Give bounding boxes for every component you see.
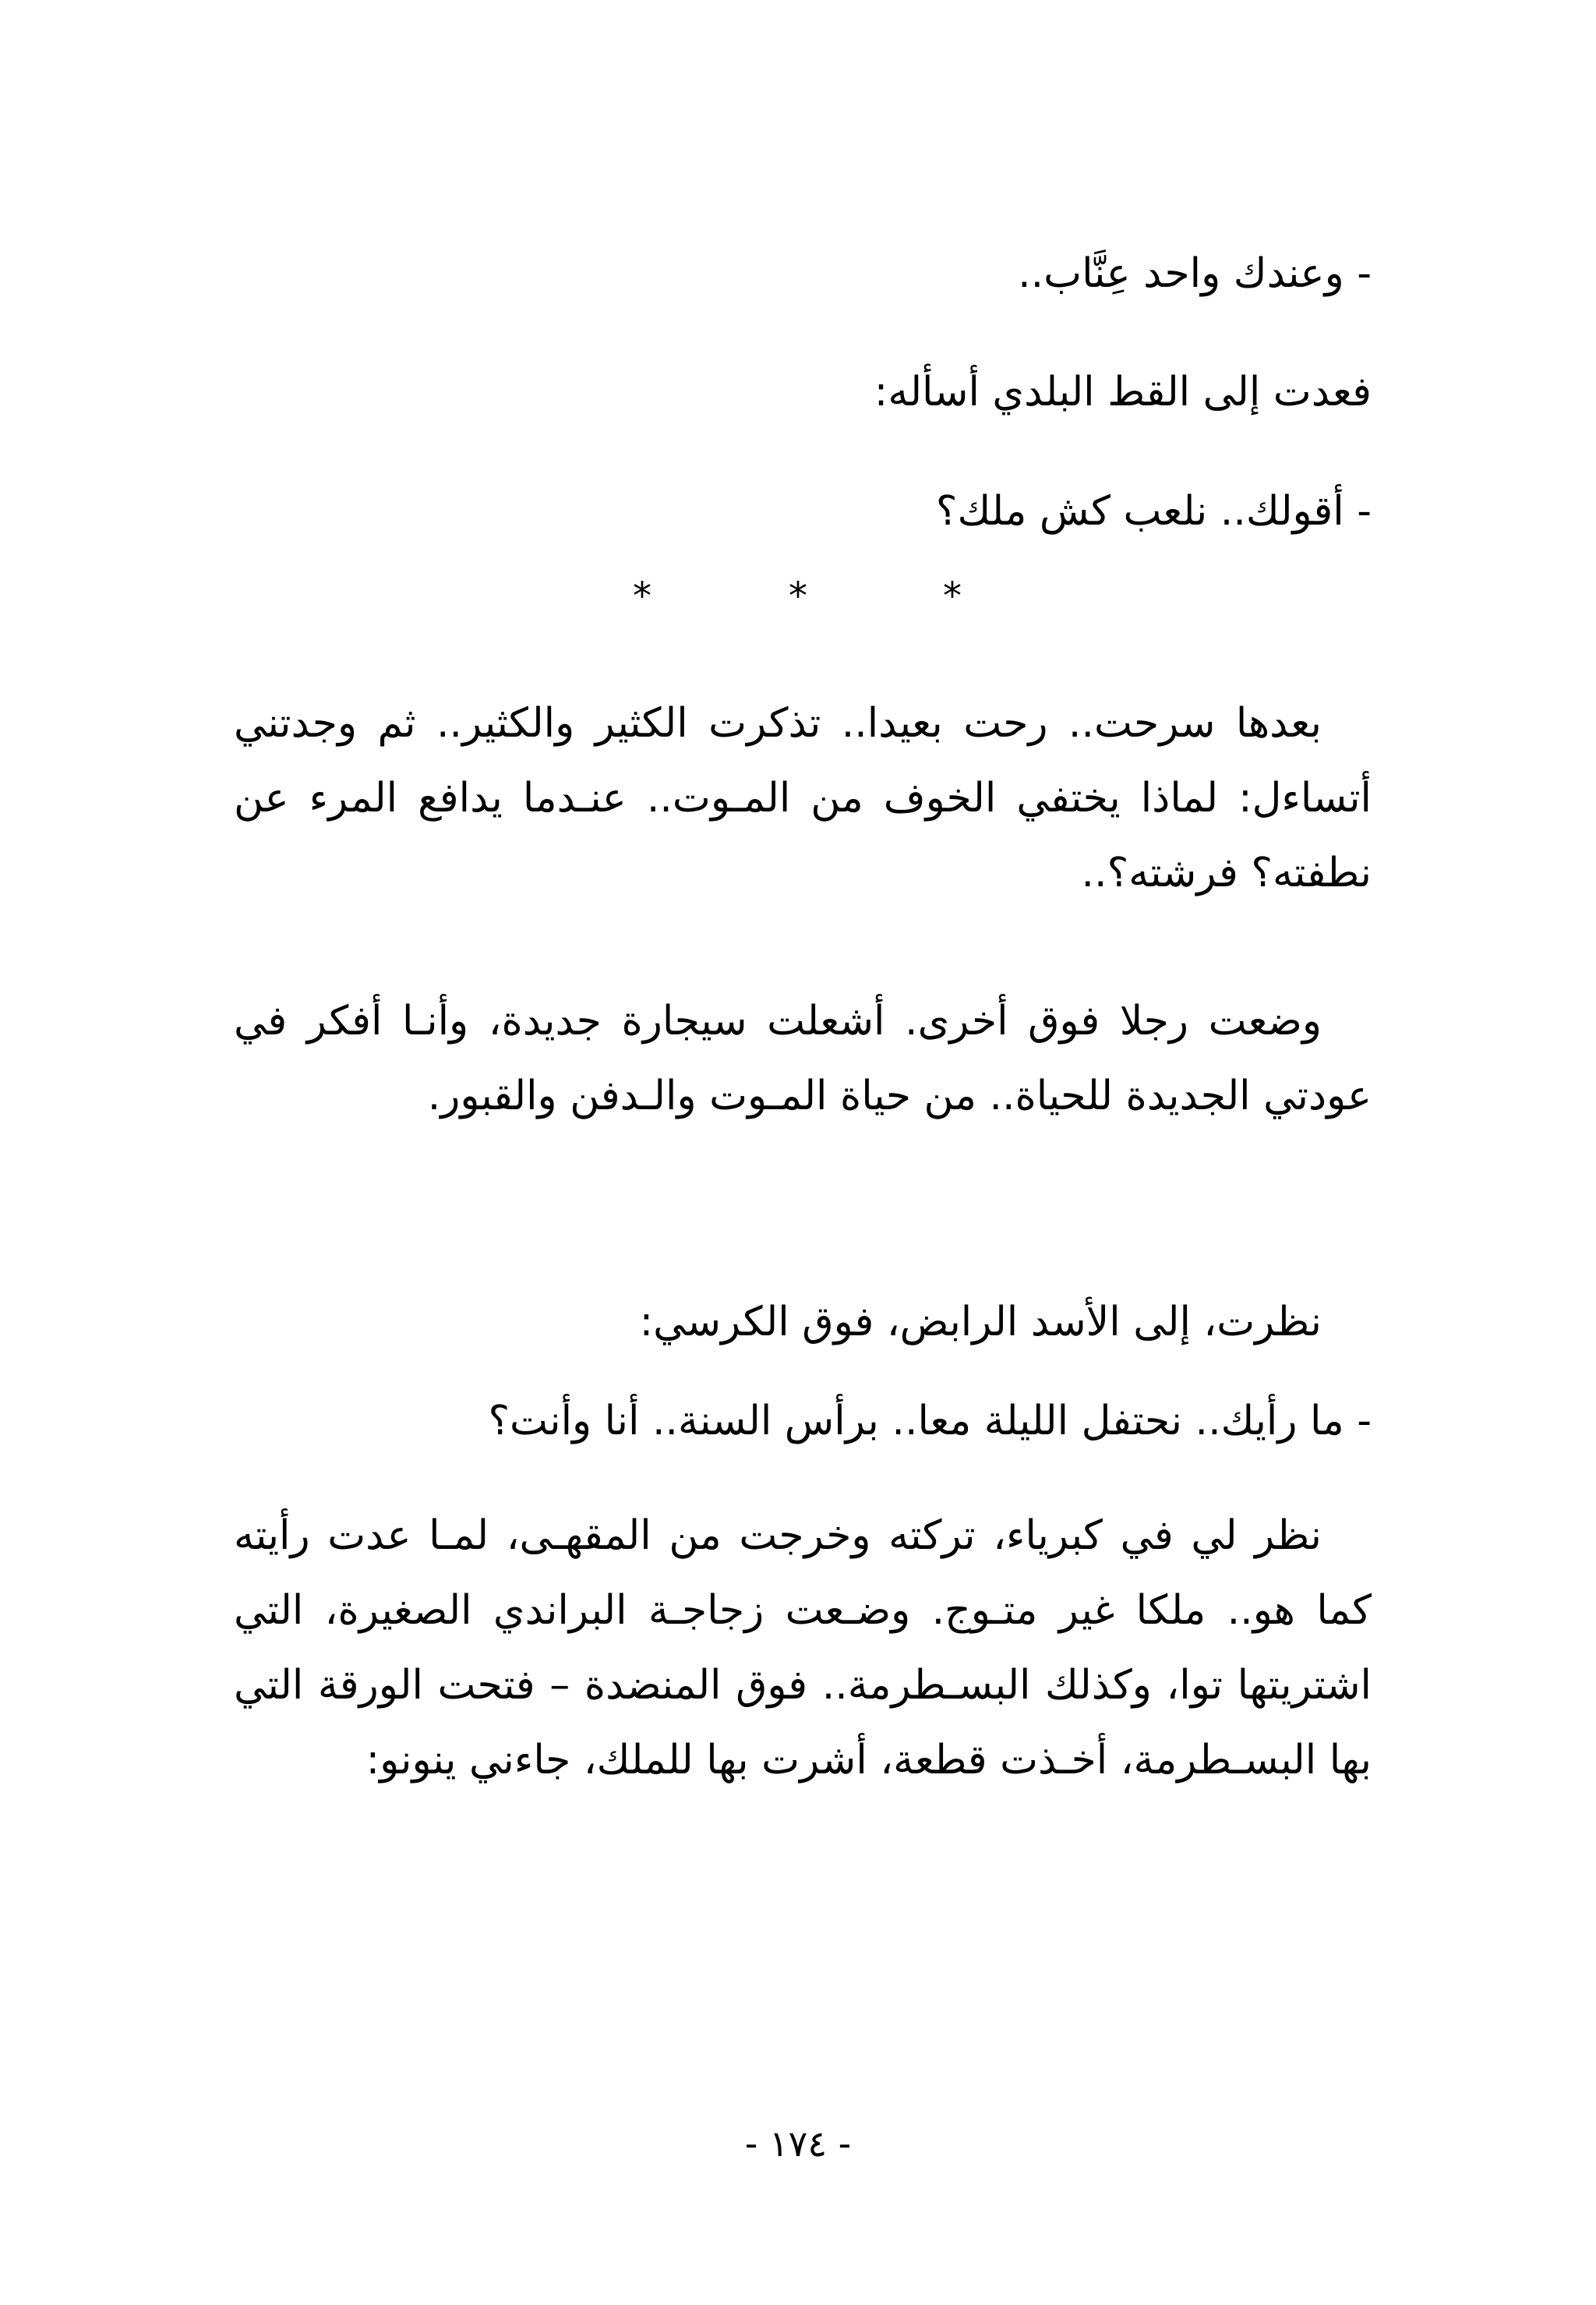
paragraph-5 [234, 1498, 1372, 1798]
page-number: - ١٧٤ - [744, 2123, 852, 2165]
paragraph-2-text: وضعت رجلا فوق أخرى. أشعلت سيجارة جديدة، وأنـا أفكر في عودتي الجديدة للحياة.. من حياة المـوت والـدفن والقبور. [234, 998, 1372, 1119]
paragraph-3-text: نظرت، إلى الأسد الرابض، فوق الكرسي: [639, 1299, 1322, 1345]
section-separator [0, 573, 1596, 620]
dialogue-line-3: - أقولك.. نلعب كش ملك؟ [935, 488, 1372, 535]
separator-star: * [789, 574, 807, 618]
paragraph-4-text: - ما رأيك.. نحتفل الليلة معا.. برأس السنة.. أنا وأنت؟ [488, 1398, 1372, 1444]
dialogue-line-1: - وعندك واحد عِنَّاب.. [1018, 250, 1372, 297]
separator-star: * [943, 574, 962, 618]
narration-line-2: فعدت إلى القط البلدي أسأله: [874, 369, 1372, 415]
paragraph-3 [234, 1285, 1372, 1359]
paragraph-1-text: بعدها سرحت.. رحت بعيدا.. تذكرت الكثير والكثير.. ثم وجدتني أتساءل: لماذا يختفي الخوف من المـوت.. عنـدما يدافع المرء عن نطفته؟ فرشته؟.. [234, 700, 1372, 896]
separator-star: * [633, 574, 651, 618]
paragraph-5-text: نظر لي في كبرياء، تركته وخرجت من المقهـى، لمـا عدت رأيته كما هو.. ملكا غير متـوج. وضـعت زجاجـة البراندي الصغيرة، التي اشتريتها توا، وكذلك البسـطرمة.. فوق المنضدة – فتحت الورقة التي بها البسـطرمة، أخـذت قطعة، أشرت بها للملك، جاءني ينونو: [234, 1512, 1372, 1784]
paragraph-1 [234, 686, 1372, 910]
paragraph-4 [234, 1384, 1372, 1458]
paragraph-2 [234, 984, 1372, 1133]
